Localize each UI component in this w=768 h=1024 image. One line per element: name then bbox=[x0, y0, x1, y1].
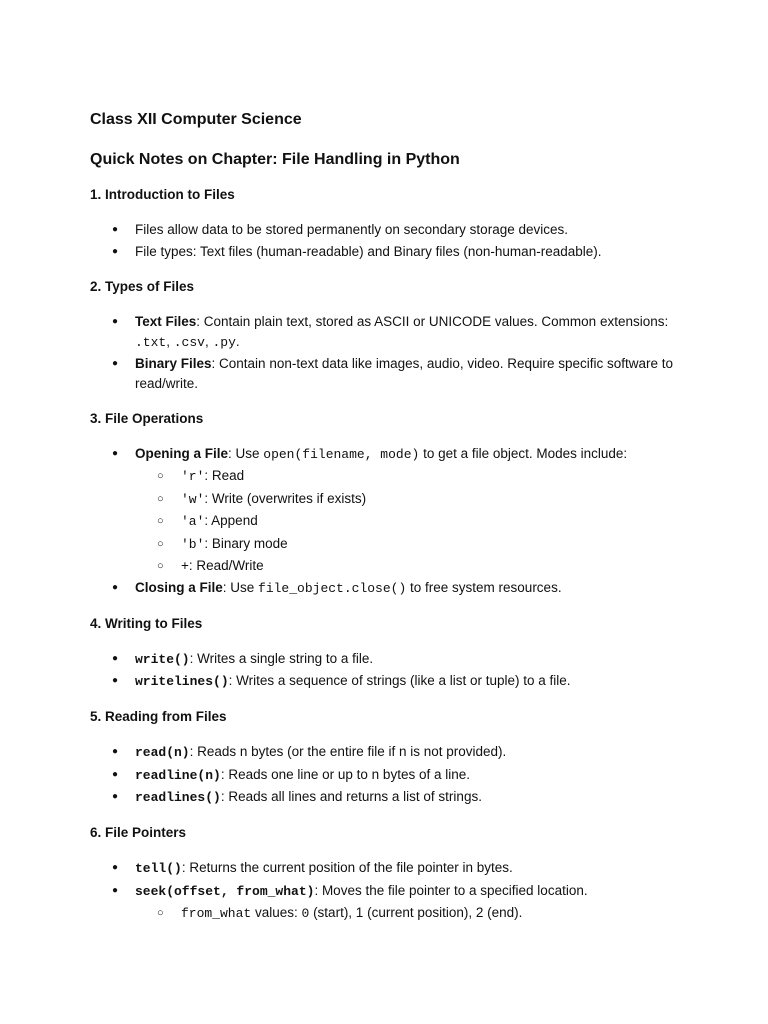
section-reading-from-files bbox=[90, 708, 690, 808]
list-item-text-files: ● Text Files: Contain plain text, stored as ASCII or UNICODE values. Common extensions: .txt, .csv, .py. bbox=[90, 312, 690, 353]
sub-item-from-what: ○ from_what values: 0 (start), 1 (current position), 2 (end). bbox=[135, 903, 690, 924]
term: Text Files bbox=[135, 313, 197, 329]
bullet-list bbox=[90, 742, 690, 808]
list-item-tell: ● tell(): Returns the current position of the file pointer in bytes. bbox=[90, 858, 690, 879]
term: Binary Files bbox=[135, 356, 212, 371]
list-item: ● write(): Writes a single string to a file. bbox=[90, 649, 690, 670]
section-file-operations bbox=[90, 410, 690, 599]
list-item-opening-file: ● Opening a File: Use open(filename, mode) to get a file object. Modes include: ○ 'r': Read ○ 'w': Write (overwrites if exists) ○ 'a': Append ○ 'b': Binary mode ○ +: Read/Write bbox=[90, 444, 690, 576]
section-heading: 6. File Pointers bbox=[90, 825, 187, 840]
section-heading: 5. Reading from Files bbox=[90, 709, 227, 724]
list-item: ● read(n): Reads n bytes (or the entire file if n is not provided). bbox=[90, 742, 690, 763]
bullet-list bbox=[90, 649, 690, 693]
section-file-pointers bbox=[90, 824, 690, 924]
mode-item: ○ 'b': Binary mode bbox=[135, 534, 690, 555]
list-item: ● readlines(): Reads all lines and returns a list of strings. bbox=[90, 787, 690, 808]
list-item-binary-files: ● Binary Files: Contain non-text data like images, audio, video. Require specific software to read/write. bbox=[90, 354, 690, 394]
document-title: Class XII Computer Science bbox=[90, 111, 302, 128]
section-heading: 1. Introduction to Files bbox=[90, 187, 235, 202]
mode-list bbox=[135, 466, 690, 576]
list-item-seek: ● seek(offset, from_what): Moves the file pointer to a specified location. ○ from_what values: 0 (start), 1 (current position), 2 (end). bbox=[90, 881, 690, 924]
bullet-list bbox=[90, 858, 690, 924]
list-item: ● writelines(): Writes a sequence of strings (like a list or tuple) to a file. bbox=[90, 671, 690, 692]
document-body bbox=[90, 110, 690, 925]
mode-item: ○ +: Read/Write bbox=[135, 556, 690, 576]
section-heading: 2. Types of Files bbox=[90, 278, 195, 294]
section-heading: 3. File Operations bbox=[90, 411, 204, 426]
list-item: ● Files allow data to be stored permanently on secondary storage devices. bbox=[90, 220, 690, 240]
section-introduction bbox=[90, 186, 690, 262]
section-writing-to-files bbox=[90, 615, 690, 693]
list-item-closing-file: ● Closing a File: Use file_object.close() to free system resources. bbox=[90, 578, 690, 599]
section-heading: 4. Writing to Files bbox=[90, 615, 203, 631]
term: Opening a File bbox=[135, 446, 229, 461]
sub-list bbox=[135, 903, 690, 924]
mode-item: ○ 'w': Write (overwrites if exists) bbox=[135, 489, 690, 510]
mode-item: ○ 'a': Append bbox=[135, 511, 690, 532]
mode-item: ○ 'r': Read bbox=[135, 466, 690, 487]
list-item: ● readline(n): Reads one line or up to n bytes of a line. bbox=[90, 765, 690, 786]
bullet-list bbox=[90, 220, 690, 262]
document-subtitle: Quick Notes on Chapter: File Handling in Python bbox=[90, 151, 460, 168]
list-item: ● File types: Text files (human-readable) and Binary files (non-human-readable). bbox=[90, 242, 690, 262]
term: Closing a File bbox=[135, 579, 223, 595]
bullet-list bbox=[90, 312, 690, 395]
section-types-of-files bbox=[90, 278, 690, 395]
bullet-list bbox=[90, 444, 690, 599]
